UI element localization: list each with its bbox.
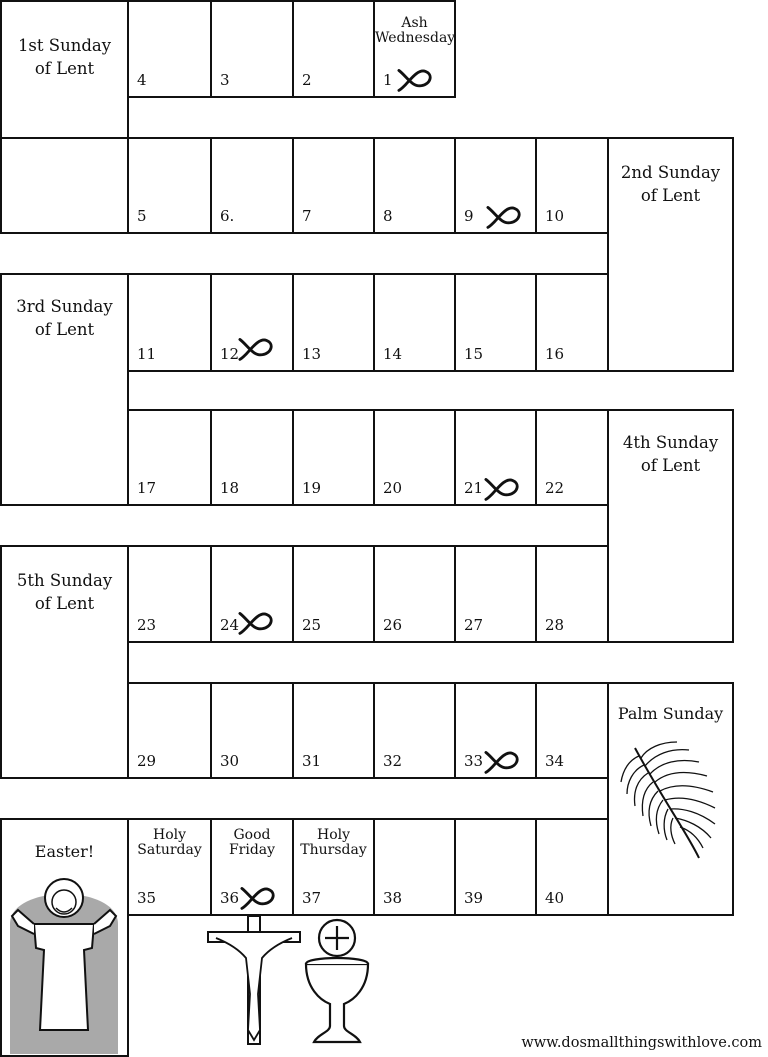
- fourth-sunday-label: 4th Sunday of Lent: [622, 433, 719, 475]
- second-sunday-box: [607, 137, 734, 372]
- day-number: 3: [220, 71, 230, 89]
- day-number: 14: [383, 345, 403, 363]
- fifth-sunday-box: [0, 545, 129, 779]
- day-15[interactable]: [454, 273, 537, 372]
- day-number: 32: [383, 752, 403, 770]
- palm-sunday-box: [607, 682, 734, 916]
- day-1-ash-wednesday[interactable]: [373, 0, 456, 98]
- day-number: 39: [464, 889, 484, 907]
- day-9[interactable]: [454, 137, 537, 234]
- day-number: 11: [137, 345, 157, 363]
- day-8[interactable]: [373, 137, 456, 234]
- day-number: 31: [302, 752, 322, 770]
- day-38[interactable]: [373, 818, 456, 916]
- third-sunday-box: [0, 273, 129, 506]
- day-number: 12: [220, 345, 240, 363]
- day-number: 38: [383, 889, 403, 907]
- day-number: 27: [464, 616, 484, 634]
- fourth-sunday-box: [607, 409, 734, 643]
- day-37-holy-thursday[interactable]: [292, 818, 375, 916]
- day-4[interactable]: [127, 0, 212, 98]
- day-number: 34: [545, 752, 565, 770]
- easter-label: Easter!: [34, 842, 95, 861]
- day-14[interactable]: [373, 273, 456, 372]
- day-20[interactable]: [373, 409, 456, 506]
- good-friday-label: Good Friday: [228, 827, 276, 858]
- day-number: 4: [137, 71, 147, 89]
- day-25[interactable]: [292, 545, 375, 643]
- day-number: 35: [137, 889, 157, 907]
- day-number: 40: [545, 889, 565, 907]
- palm-sunday-label: Palm Sunday: [617, 704, 724, 723]
- day-13[interactable]: [292, 273, 375, 372]
- day-number: 5: [137, 207, 147, 225]
- day-36-good-friday[interactable]: [210, 818, 294, 916]
- fish-icon: [240, 884, 278, 910]
- day-number: 19: [302, 479, 322, 497]
- day-16[interactable]: [535, 273, 609, 372]
- day-24[interactable]: [210, 545, 294, 643]
- day-number: 9: [464, 207, 474, 225]
- day-number: 1: [383, 71, 393, 89]
- day-19[interactable]: [292, 409, 375, 506]
- day-number: 10: [545, 207, 565, 225]
- easter-box: [0, 818, 129, 1057]
- crucifix-icon: [206, 914, 302, 1046]
- fish-icon: [238, 609, 276, 635]
- day-number: 15: [464, 345, 484, 363]
- day-number: 33: [464, 752, 484, 770]
- fish-icon: [484, 475, 522, 501]
- day-32[interactable]: [373, 682, 456, 779]
- day-35-holy-saturday[interactable]: [127, 818, 212, 916]
- day-40[interactable]: [535, 818, 609, 916]
- day-29[interactable]: [127, 682, 212, 779]
- day-number: 29: [137, 752, 157, 770]
- day-number: 23: [137, 616, 157, 634]
- day-5-box[interactable]: [127, 137, 212, 234]
- holy-thursday-label: Holy Thursday: [300, 827, 367, 858]
- day-number: 25: [302, 616, 322, 634]
- day-11[interactable]: [127, 273, 212, 372]
- day-5[interactable]: [0, 137, 129, 234]
- holy-saturday-label: Holy Saturday: [137, 827, 202, 858]
- day-number: 36: [220, 889, 240, 907]
- day-number: 7: [302, 207, 312, 225]
- day-number: 8: [383, 207, 393, 225]
- risen-jesus-icon: [4, 864, 124, 1054]
- day-number: 16: [545, 345, 565, 363]
- day-number: 22: [545, 479, 565, 497]
- fifth-sunday-label: 5th Sunday of Lent: [16, 571, 113, 613]
- day-12[interactable]: [210, 273, 294, 372]
- day-30[interactable]: [210, 682, 294, 779]
- day-number: 30: [220, 752, 240, 770]
- palm-branch-icon: [617, 738, 727, 863]
- fish-icon: [484, 748, 522, 774]
- day-17[interactable]: [127, 409, 212, 506]
- day-31[interactable]: [292, 682, 375, 779]
- day-number: 24: [220, 616, 240, 634]
- day-27[interactable]: [454, 545, 537, 643]
- fish-icon: [486, 203, 524, 229]
- day-2[interactable]: [292, 0, 375, 98]
- day-number: 37: [302, 889, 322, 907]
- day-22[interactable]: [535, 409, 609, 506]
- day-39[interactable]: [454, 818, 537, 916]
- website-url[interactable]: www.dosmallthingswithlove.com: [521, 1035, 762, 1051]
- day-33[interactable]: [454, 682, 537, 779]
- day-26[interactable]: [373, 545, 456, 643]
- day-21[interactable]: [454, 409, 537, 506]
- first-sunday-label: 1st Sunday of Lent: [17, 36, 112, 78]
- day-number: 21: [464, 479, 484, 497]
- day-23[interactable]: [127, 545, 212, 643]
- day-3[interactable]: [210, 0, 294, 98]
- day-number: 28: [545, 616, 565, 634]
- day-number: 6.: [220, 207, 235, 225]
- third-sunday-label: 3rd Sunday of Lent: [16, 297, 113, 339]
- ash-wednesday-label: Ash Wednesday: [375, 15, 456, 46]
- day-number: 20: [383, 479, 403, 497]
- day-number: 17: [137, 479, 157, 497]
- fish-icon: [238, 335, 276, 361]
- second-sunday-label: 2nd Sunday of Lent: [620, 163, 721, 205]
- day-18[interactable]: [210, 409, 294, 506]
- chalice-host-icon: [302, 918, 372, 1046]
- day-28[interactable]: [535, 545, 609, 643]
- day-number: 18: [220, 479, 240, 497]
- day-10[interactable]: [535, 137, 609, 234]
- day-number: 26: [383, 616, 403, 634]
- day-number: 13: [302, 345, 322, 363]
- fish-icon: [397, 66, 435, 92]
- day-number: 2: [302, 71, 312, 89]
- day-34[interactable]: [535, 682, 609, 779]
- day-7[interactable]: [292, 137, 375, 234]
- day-6[interactable]: [210, 137, 294, 234]
